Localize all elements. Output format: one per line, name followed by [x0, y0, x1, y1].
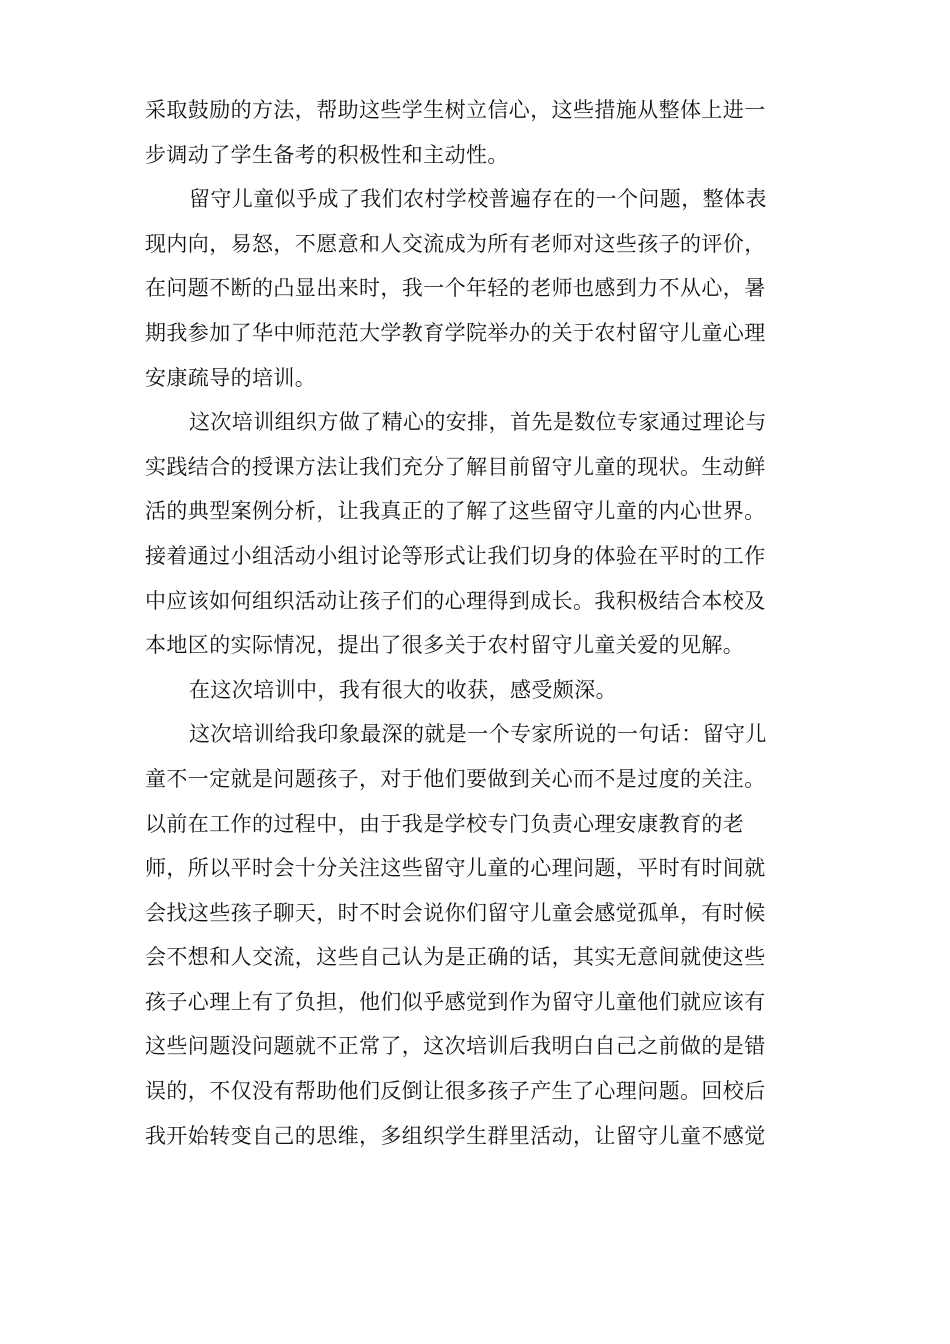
text-line: 采取鼓励的方法，帮助这些学生树立信心，这些措施从整体上进一: [145, 98, 766, 122]
text-line: 中应该如何组织活动让孩子们的心理得到成长。我积极结合本校及: [145, 588, 766, 613]
text-line: 师，所以平时会十分关注这些留守儿童的心理问题，平时有时间就: [145, 856, 766, 881]
text-line: 安康疏导的培训。: [145, 365, 317, 390]
text-line: 误的，不仅没有帮助他们反倒让很多孩子产生了心理问题。回校后: [145, 1079, 766, 1104]
text-line: 会不想和人交流，这些自己认为是正确的话，其实无意间就使这些: [145, 945, 766, 970]
text-line: 会找这些孩子聊天，时不时会说你们留守儿童会感觉孤单，有时候: [145, 900, 766, 925]
text-line: 步调动了学生备考的积极性和主动性。: [145, 142, 509, 167]
text-line: 活的典型案例分析，让我真正的了解了这些留守儿童的内心世界。: [145, 499, 766, 524]
text-line: 期我参加了华中师范范大学教育学院举办的关于农村留守儿童心理: [145, 320, 766, 345]
text-line: 童不一定就是问题孩子，对于他们要做到关心而不是过度的关注。: [145, 766, 766, 791]
text-line: 本地区的实际情况，提出了很多关于农村留守儿童关爱的见解。: [145, 633, 745, 658]
text-line: 现内向，易怒，不愿意和人交流成为所有老师对这些孩子的评价，: [145, 231, 766, 256]
text-line: 孩子心理上有了负担，他们似乎感觉到作为留守儿童他们就应该有: [145, 989, 766, 1014]
text-line: 我开始转变自己的思维，多组织学生群里活动，让留守儿童不感觉: [145, 1123, 766, 1148]
text-line: 在这次培训中，我有很大的收获，感受颇深。: [189, 677, 617, 702]
text-line: 留守儿童似乎成了我们农村学校普遍存在的一个问题，整体表: [189, 187, 767, 212]
text-line: 在问题不断的凸显出来时，我一个年轻的老师也感到力不从心，暑: [145, 276, 766, 301]
text-line: 接着通过小组活动小组讨论等形式让我们切身的体验在平时的工作: [145, 543, 766, 568]
text-line: 以前在工作的过程中，由于我是学校专门负责心理安康教育的老: [145, 811, 745, 836]
text-line: 这次培训组织方做了精心的安排，首先是数位专家通过理论与: [189, 410, 767, 435]
text-line: 实践结合的授课方法让我们充分了解目前留守儿童的现状。生动鲜: [145, 454, 766, 479]
body-text: [145, 88, 805, 1158]
text-line: 这些问题没问题就不正常了，这次培训后我明白自己之前做的是错: [145, 1034, 766, 1059]
text-line: 这次培训给我印象最深的就是一个专家所说的一句话：留守儿: [189, 722, 767, 747]
